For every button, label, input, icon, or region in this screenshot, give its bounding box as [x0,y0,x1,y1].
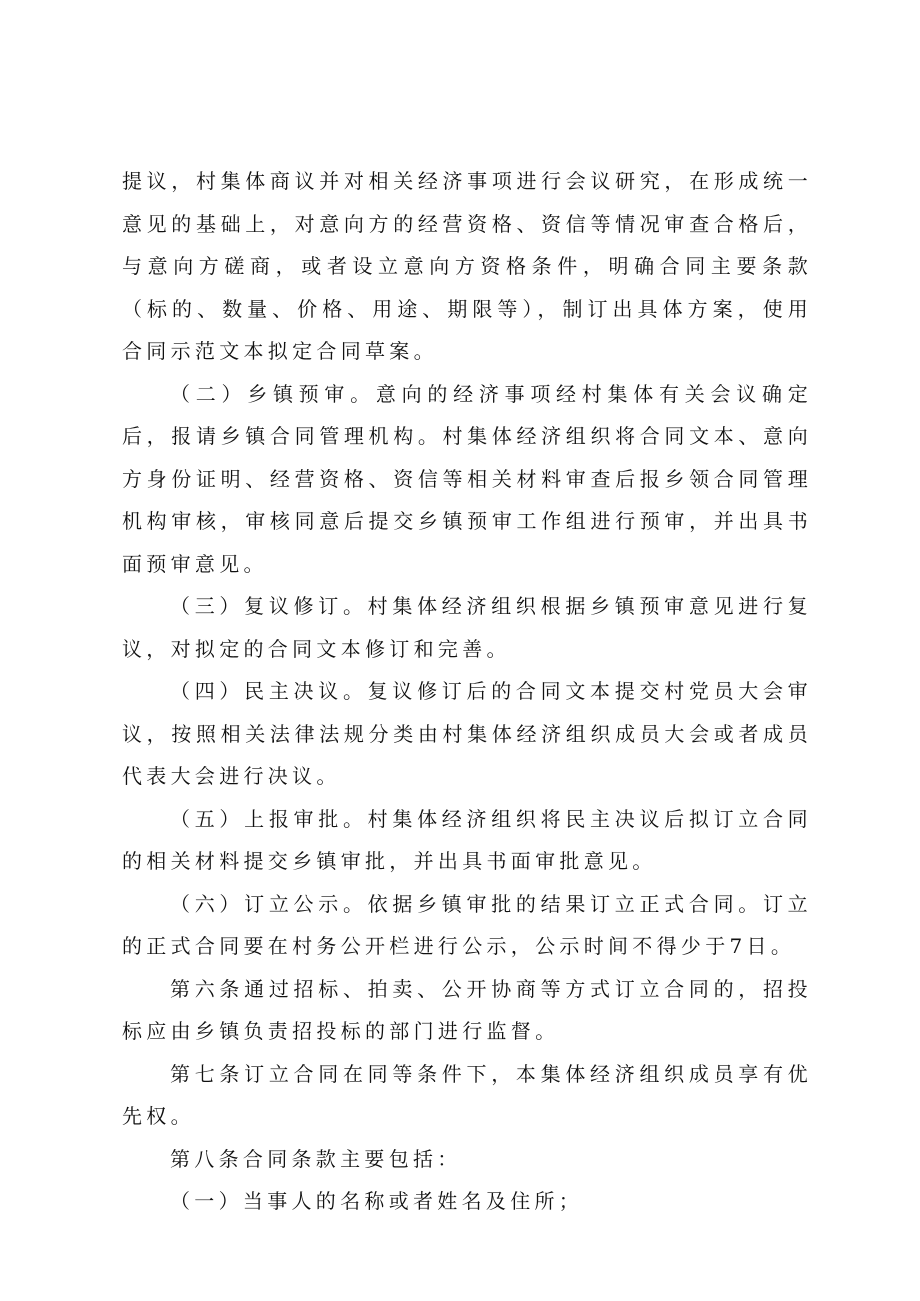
paragraph-sign-publicize: （六）订立公示。依据乡镇审批的结果订立正式合同。订立的正式合同要在村务公开栏进行公示，公示时间不得少于7日。 [122,891,812,958]
paragraph-article-6: 第六条通过招标、拍卖、公开协商等方式订立合同的，招投标应由乡镇负责招投标的部门进行监督。 [122,976,812,1043]
paragraph-clause-1: （一）当事人的名称或者姓名及住所； [170,1189,584,1213]
paragraph-report-approval: （五）上报审批。村集体经济组织将民主决议后拟订立合同的相关材料提交乡镇审批，并出具书面审批意见。 [122,806,812,873]
document-body [122,160,812,1223]
paragraph-article-7: 第七条订立合同在同等条件下，本集体经济组织成员享有优先权。 [122,1061,812,1128]
paragraph-reconsider-revise: （三）复议修订。村集体经济组织根据乡镇预审意见进行复议，对拟定的合同文本修订和完善。 [122,594,812,661]
paragraph-democratic-resolution: （四）民主决议。复议修订后的合同文本提交村党员大会审议，按照相关法律法规分类由村集体经济组织成员大会或者成员代表大会进行决议。 [122,679,812,788]
paragraph-continuation: 提议，村集体商议并对相关经济事项进行会议研究，在形成统一意见的基础上，对意向方的经营资格、资信等情况审查合格后，与意向方磋商，或者设立意向方资格条件，明确合同主要条款（标的、数量、价格、用途、期限等），制订出具体方案，使用合同示范文本拟定合同草案。 [122,169,812,363]
paragraph-article-8: 第八条合同条款主要包括： [170,1146,462,1171]
paragraph-township-pre-review: （二）乡镇预审。意向的经济事项经村集体有关会议确定后，报请乡镇合同管理机构。村集体经济组织将合同文本、意向方身份证明、经营资格、资信等相关材料审查后报乡领合同管理机构审核，审核同意后提交乡镇预审工作组进行预审，并出具书面预审意见。 [122,381,812,576]
